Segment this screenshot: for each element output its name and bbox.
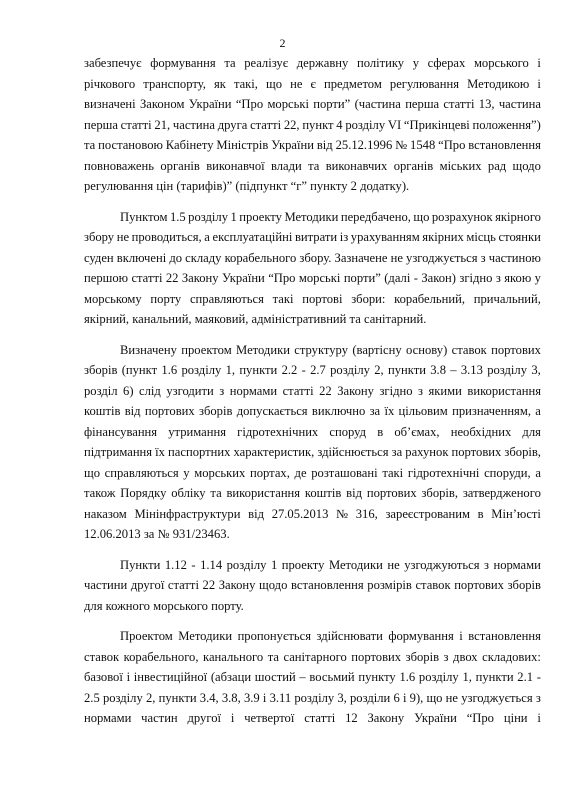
text-line: розділ 6) слід узгодити з нормами статті 22 Закону згідно з якими використання: [84, 383, 541, 398]
text-line: Пункти 1.12 - 1.14 розділу 1 проекту Методики не узгоджуються з нормами: [120, 557, 541, 572]
text-line: повноважень органів виконавчої влади та виконавчих органів міських рад щодо: [84, 158, 541, 173]
text-line: першою статті 22 Закону України “Про морські порти” (далі - Закон) згідно з якою у: [84, 271, 541, 285]
document-body: [84, 53, 541, 729]
text-line: фінансування утримання гідротехнічних споруд в об’ємах, необхідних для: [84, 424, 541, 439]
text-line: 2.5 розділу 2, пункти 3.4, 3.8, 3.9 і 3.11 розділу 3, розділи 6 і 9), що не узгоджується з: [84, 690, 541, 705]
text-line: що справляються у морських портах, де розташовані такі гідротехнічні споруди, а: [84, 465, 541, 480]
text-line: морському порту справляються такі портові збори: корабельний, причальний,: [84, 291, 541, 306]
text-line: суден включені до складу корабельного збору. Зазначене не узгоджується з частиною: [84, 250, 541, 265]
paragraph: [84, 53, 541, 197]
text-line: наказом Мінінфраструктури від 27.05.2013 № 316, зареєстрованим в Мін’юсті: [84, 506, 541, 521]
text-line: нормами частин другої і четвертої статті 12 Закону України “Про ціни і: [84, 711, 541, 725]
text-line: визначені Законом України “Про морські порти” (частина перша статті 13, частина: [84, 97, 541, 111]
text-line: зборів (пункт 1.6 розділу 1, пункти 2.2 - 2.7 розділу 2, пункти 3.8 – 3.13 розділу 3,: [84, 363, 541, 377]
text-line: 12.06.2013 за № 931/23463.: [84, 527, 230, 541]
text-line: для кожного морського порту.: [84, 598, 244, 613]
text-line: забезпечує формування та реалізує державну політику у сферах морського і: [84, 56, 541, 70]
text-line: базової і інвестиційної (абзаци шостий – восьмий пункту 1.6 розділу 1, пункти 2.1 -: [84, 670, 541, 684]
text-line: Проектом Методики пропонується здійснювати формування і встановлення: [120, 629, 541, 643]
text-line: перша статті 21, частина друга статті 22, пункт 4 розділу VI “Прикінцеві положення”): [84, 117, 541, 132]
text-line: регулювання цін (тарифів)” (підпункт “г” пункту 2 додатку).: [84, 179, 410, 193]
text-line: Пунктом 1.5 розділу 1 проекту Методики передбачено, що розрахунок якірного: [120, 209, 541, 224]
page-number: 2: [279, 36, 286, 50]
paragraph: [84, 555, 541, 617]
text-line: збору не проводиться, а експлуатаційні витрати із урахуванням якірних місць стоянки: [84, 230, 541, 244]
text-line: та постановою Кабінету Міністрів України від 25.12.1996 № 1548 “Про встановлення: [84, 138, 541, 152]
text-line: річкового транспорту, як такі, що не є предметом регулювання Методикою і: [84, 76, 541, 91]
text-line: частини другої статті 22 Закону щодо встановлення розмірів ставок портових зборів: [84, 578, 541, 592]
text-line: ставок корабельного, канального та санітарного портових зборів з двох складових:: [84, 649, 541, 664]
text-line: Визначену проектом Методики структуру (вартісну основу) ставок портових: [120, 342, 541, 357]
paragraph: [84, 626, 541, 729]
paragraph: [84, 340, 541, 545]
text-line: коштів від портових зборів допускається виключно за їх цільовим призначенням, а: [84, 404, 541, 418]
text-line: також Порядку обліку та використання коштів від портових зборів, затвердженого: [84, 486, 541, 500]
text-line: підтримання їх паспортних характеристик, здійснюється за рахунок портових зборів,: [84, 445, 541, 459]
text-line: якірний, канальний, маяковий, адміністративний та санітарний.: [84, 312, 427, 326]
paragraph: [84, 207, 541, 330]
